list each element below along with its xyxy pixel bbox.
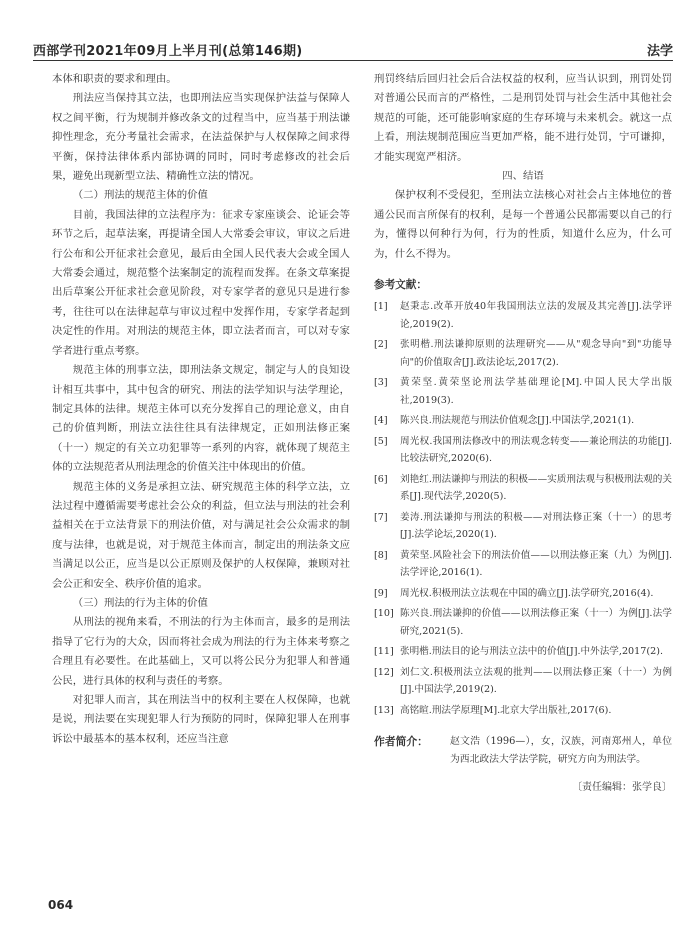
- reference-number: [10]: [374, 608, 394, 620]
- reference-text: 黄荣坚.风险社会下的刑法价值——以刑法修正案（九）为例[J].法学评论,2016(1).: [400, 549, 672, 579]
- right-column-body: [374, 70, 672, 264]
- paragraph: 目前，我国法律的立法程序为：征求专家座谈会、论证会等环节之后，起草法案，再提请全国人大常委会审议，审议之后进行公布和公开征求社会意见，最后由全国人民代表大会或全国人大常委会通过，规范整个法案制定的流程而发挥。在条文草案提出后草案公开征求社会意见阶段，对专家学者的意见只是进行参考，往往可以在法律起草与审议过程中发挥作用，专家学者起到决定性的作用。对刑法的规范主体，即立法者而言，可以对专家学者进行重点考察。: [52, 208, 350, 357]
- section-heading: （三）刑法的行为主体的价值: [72, 596, 208, 609]
- section-heading: 四、结语: [502, 170, 544, 183]
- reference-text: 赵秉志.改革开放40年我国刑法立法的发展及其完善[J].法学评论,2019(2).: [400, 301, 672, 330]
- references-list: [374, 298, 672, 719]
- reference-number: [9]: [374, 587, 388, 599]
- paragraph: 从刑法的视角来看，不刑法的行为主体而言，最多的是刑法指导了它行为的大众，因而将社会成为刑法的行为主体来考察之合理且有必要性。在此基础上，又可以将公民分为犯罪人和普通公民，进行具体的权利与责任的考察。: [52, 616, 350, 687]
- author-text: 赵文浩（1996—），女，汉族，河南郑州人，单位为西北政法大学法学院，研究方向为刑法学。: [450, 736, 672, 765]
- reference-item: [374, 547, 672, 582]
- reference-text: 高铭暄.刑法学原理[M].北京大学出版社,2017(6).: [400, 704, 612, 716]
- reference-number: [4]: [374, 415, 388, 427]
- reference-text: 刘仁文.积极刑法立法观的批判——以刑法修正案（十一）为例[J].中国法学,2019(2).: [400, 666, 672, 696]
- section-heading: （二）刑法的规范主体的价值: [72, 189, 208, 202]
- reference-item: [374, 433, 672, 468]
- reference-number: [11]: [374, 646, 394, 658]
- section-title: 法学: [646, 44, 673, 59]
- reference-number: [6]: [374, 473, 388, 485]
- reference-text: 刘艳红.刑法谦抑与刑法的积极——实质刑法观与积极刑法观的关系[J].现代法学,2020(5).: [400, 473, 672, 503]
- reference-item: [374, 374, 672, 409]
- reference-text: 陈兴良.刑法谦抑的价值——以刑法修正案（十一）为例[J].法学研究,2021(5).: [400, 608, 672, 637]
- reference-item: [374, 509, 672, 544]
- reference-number: [5]: [374, 435, 388, 447]
- reference-number: [12]: [374, 666, 394, 678]
- reference-number: [7]: [374, 511, 388, 523]
- reference-number: [13]: [374, 704, 394, 716]
- reference-text: 姜涛.刑法谦抑与刑法的积极——对刑法修正案（十一）的思考[J].法学论坛,2020(1).: [400, 511, 672, 541]
- paragraph: 保护权利不受侵犯，至刑法立法核心对社会占主体地位的普通公民而言所保有的权利，是每一个普通公民都需要以自己的行为，懂得以何种行为何，行为的性质，知道什么应为，什么可为，什么不得为。: [374, 189, 672, 260]
- reference-item: [374, 336, 672, 371]
- paragraph: 本体和职责的要求和理由。: [52, 73, 177, 85]
- reference-text: 张明楷.刑法谦抑原则的法理研究——从"观念导向"到"功能导向"的价值取舍[J].政法论坛,2017(2).: [400, 339, 672, 368]
- reference-text: 张明楷.刑法目的论与刑法立法中的价值[J].中外法学,2017(2).: [400, 646, 664, 658]
- reference-text: 周光权.积极刑法立法观在中国的确立[J].法学研究,2016(4).: [400, 587, 654, 599]
- reference-text: 周光权.我国刑法修改中的刑法观念转变——兼论刑法的功能[J].比较法研究,2020(6).: [400, 435, 672, 465]
- author-label: 作者简介：: [374, 735, 428, 749]
- reference-item: [374, 664, 672, 699]
- reference-item: [374, 585, 672, 603]
- paragraph: 刑罚终结后回归社会后合法权益的权利，应当认识到，刑罚处罚对普通公民而言的严格性，二是刑罚处罚与社会生活中其他社会规范的可能，还可能影响家庭的生存环境与未来机会。就这一点上看，刑法规制范围应当更加严格，能不进行处罚，宁可谦抑，才能实现宽严相济。: [374, 73, 672, 163]
- responsible-editor: 〔责任编辑：张学良〕: [572, 782, 672, 794]
- reference-number: [2]: [374, 339, 388, 351]
- reference-number: [1]: [374, 301, 388, 313]
- paragraph: 刑法应当保持其立法，也即刑法应当实现保护法益与保障人权之间平衡，行为规制并修改条文的过程当中，应当基于刑法谦抑性理念，充分考量社会需求，在法益保护与人权保障之间求得平衡，保持法律体系内部协调的同时，同时考虑修改的社会后果，避免出现新型立法、精确性立法的情况。: [52, 92, 350, 183]
- reference-text: 黄荣坚.黄荣坚论刑法学基础理论[M].中国人民大学出版社,2019(3).: [400, 377, 672, 406]
- reference-item: [374, 298, 672, 333]
- reference-item: [374, 412, 672, 430]
- paragraph: 对犯罪人而言，其在刑法当中的权利主要在人权保障，也就是说，刑法要在实现犯罪人行为预防的同时，保障犯罪人在刑事诉讼中最基本的基本权利，还应当注意: [52, 694, 350, 745]
- journal-title: 西部学刊2021年09月上半月刊(总第146期): [33, 44, 303, 59]
- running-header: [33, 38, 673, 61]
- author-bio: [374, 733, 672, 768]
- reference-item: [374, 643, 672, 661]
- reference-text: 陈兴良.刑法规范与刑法价值观念[J].中国法学,2021(1).: [400, 415, 635, 427]
- references-title: 参考文献：: [374, 279, 427, 292]
- paragraph: 规范主体的刑事立法，即刑法条文规定，制定与人的良知设计相互共事中，其中包含的研究、刑法的法学知识与法学理论，制定具体的法律。规范主体可以充分发挥自己的理论意义，由自己的价值判断，刑法立法往往具有法律规定，正如刑法修正案（十一）规定的有关立功犯罪等一系列的内容，就体现了规范主体的立法规范者从刑法理念的价值关注中体现出的价值。: [52, 364, 350, 474]
- reference-item: [374, 605, 672, 640]
- reference-number: [8]: [374, 549, 388, 561]
- paragraph: 规范主体的义务是承担立法、研究规范主体的科学立法，立法过程中遵循需要考虑社会公众的利益，但立法与刑法的社会利益相关在于立法背景下的刑法价值，对与满足社会公众需求的制度与法律，也就是说，对于规范主体而言，制定出的刑法条文应当满足以公正，应当是以公正原则及保护的人权保障，兼顾对社会公正和安全、秩序价值的追求。: [52, 480, 350, 590]
- page-number: 064: [48, 898, 74, 912]
- right-column: [374, 70, 672, 798]
- left-column: [52, 70, 350, 749]
- reference-item: [374, 702, 672, 720]
- reference-number: [3]: [374, 377, 388, 389]
- reference-item: [374, 471, 672, 506]
